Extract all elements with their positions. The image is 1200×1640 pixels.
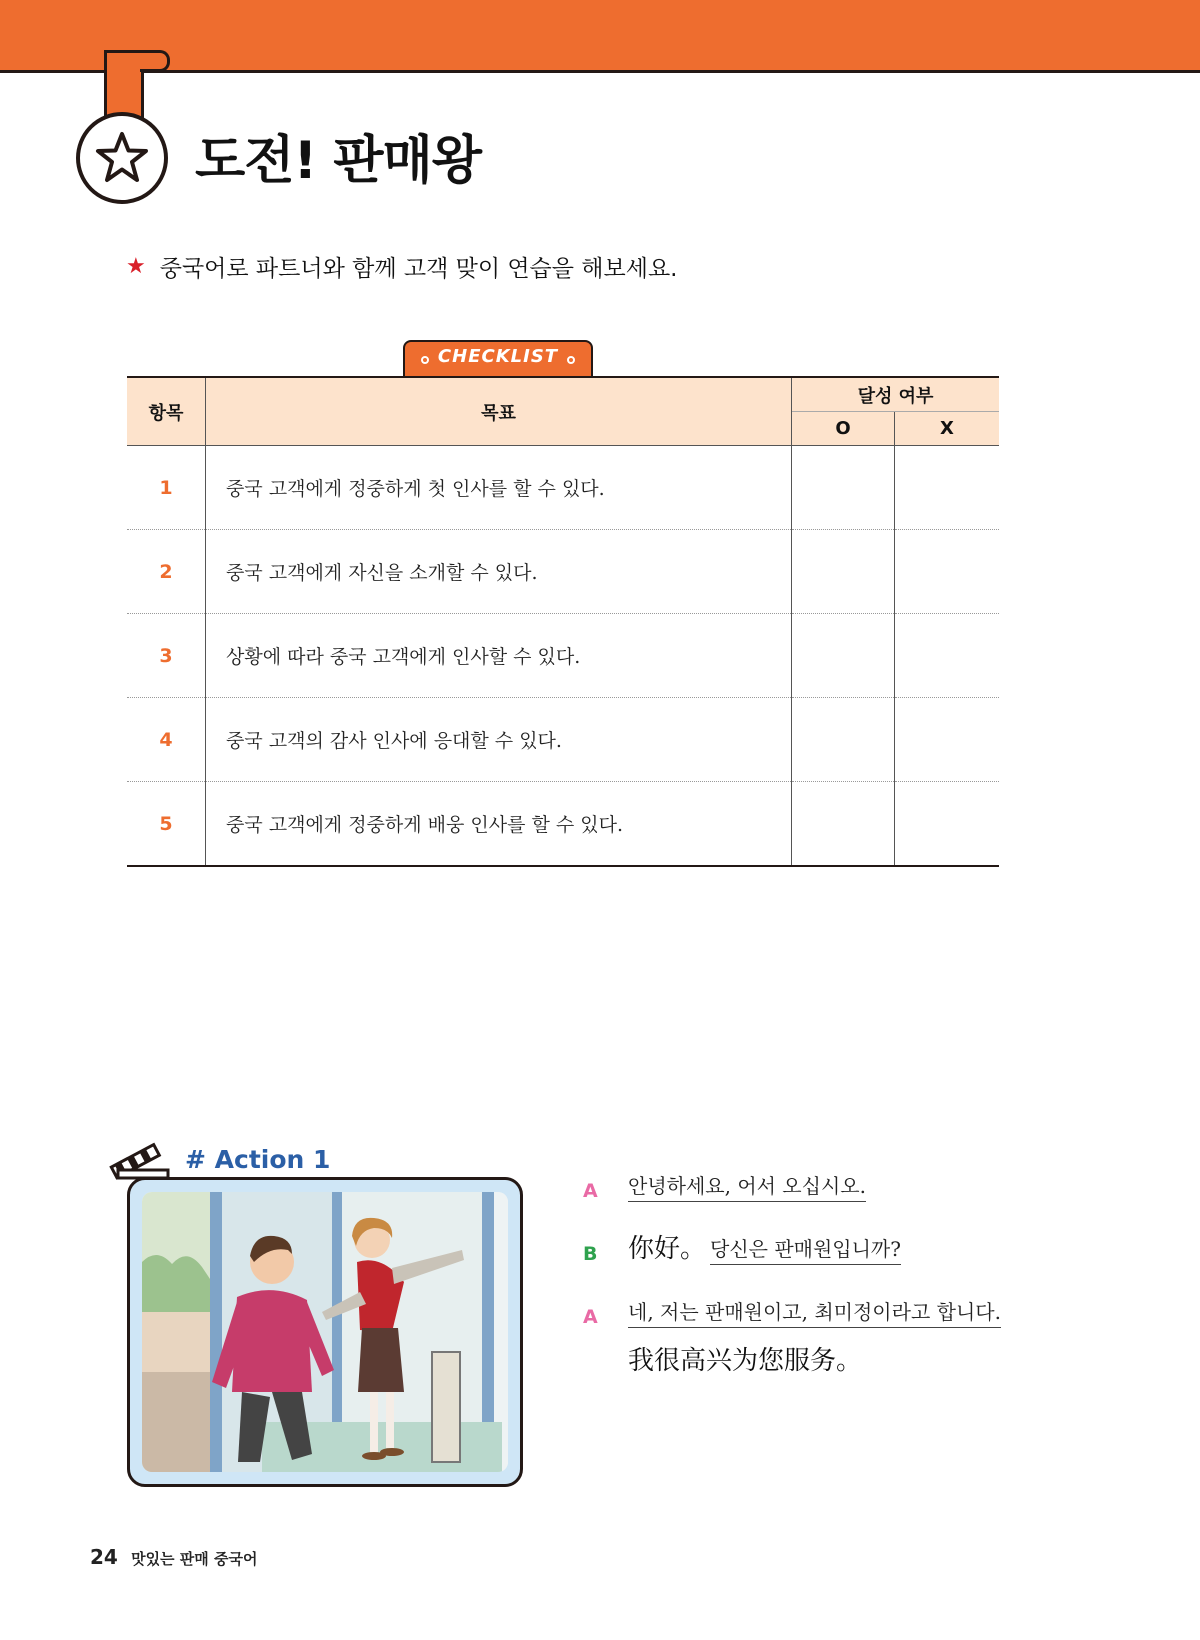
dialog-korean: 네, 저는 판매원이고, 최미정이라고 합니다. [628,1296,1001,1328]
check-cell-x[interactable] [895,446,1000,530]
header-ribbon-fold [140,50,170,72]
page-number: 24 [90,1545,118,1569]
header-ribbon [104,50,144,120]
action-title: # Action 1 [185,1145,331,1174]
dialog-line [583,1296,1001,1328]
speaker-label: B [583,1243,598,1265]
checklist-tab [403,340,593,378]
checklist-label: CHECKLIST [437,346,559,367]
check-cell-o[interactable] [792,530,895,614]
row-goal: 상황에 따라 중국 고객에게 인사할 수 있다. [206,614,792,698]
row-number: 5 [127,782,206,867]
table-row [127,698,999,782]
check-cell-x[interactable] [895,530,1000,614]
row-number: 1 [127,446,206,530]
dialog-korean: 당신은 판매원입니까? [710,1233,901,1265]
dialog-line [583,1228,901,1265]
table-row [127,530,999,614]
book-title: 맛있는 판매 중국어 [131,1550,258,1568]
dialog-line [628,1340,862,1377]
header-achievement: 달성 여부 [792,377,1000,412]
check-cell-x[interactable] [895,614,1000,698]
row-goal: 중국 고객의 감사 인사에 응대할 수 있다. [206,698,792,782]
table-row [127,446,999,530]
dialog-chinese: 我很高兴为您服务。 [628,1346,863,1376]
check-cell-x[interactable] [895,782,1000,867]
page-footer [90,1545,257,1569]
speaker-label: A [583,1306,598,1328]
table-row [127,614,999,698]
check-cell-o[interactable] [792,698,895,782]
row-goal: 중국 고객에게 정중하게 첫 인사를 할 수 있다. [206,446,792,530]
check-cell-x[interactable] [895,698,1000,782]
scene-illustration [142,1192,508,1472]
check-cell-o[interactable] [792,614,895,698]
instruction-text: 중국어로 파트너와 함께 고객 맞이 연습을 해보세요. [159,256,678,282]
header-item: 항목 [127,377,206,446]
dialog-line [583,1170,866,1202]
header-bar [0,0,1200,73]
table-row [127,782,999,867]
star-outline-icon [94,130,150,186]
row-number: 4 [127,698,206,782]
star-bullet-icon: ★ [126,254,146,279]
header-x: X [895,412,1000,446]
row-goal: 중국 고객에게 정중하게 배웅 인사를 할 수 있다. [206,782,792,867]
dialog-chinese: 你好。 [628,1234,707,1264]
speaker-label: A [583,1180,598,1202]
store-greeting-illustration [142,1192,508,1472]
check-cell-o[interactable] [792,782,895,867]
star-badge [76,112,168,204]
row-number: 2 [127,530,206,614]
row-goal: 중국 고객에게 자신을 소개할 수 있다. [206,530,792,614]
dialog-korean: 안녕하세요, 어서 오십시오. [628,1170,866,1202]
header-goal: 목표 [206,377,792,446]
checklist-table [127,376,999,867]
instruction [126,250,678,283]
page-title: 도전! 판매왕 [195,131,481,191]
scene-illustration-frame [127,1177,523,1487]
row-number: 3 [127,614,206,698]
check-cell-o[interactable] [792,446,895,530]
header-o: O [792,412,895,446]
